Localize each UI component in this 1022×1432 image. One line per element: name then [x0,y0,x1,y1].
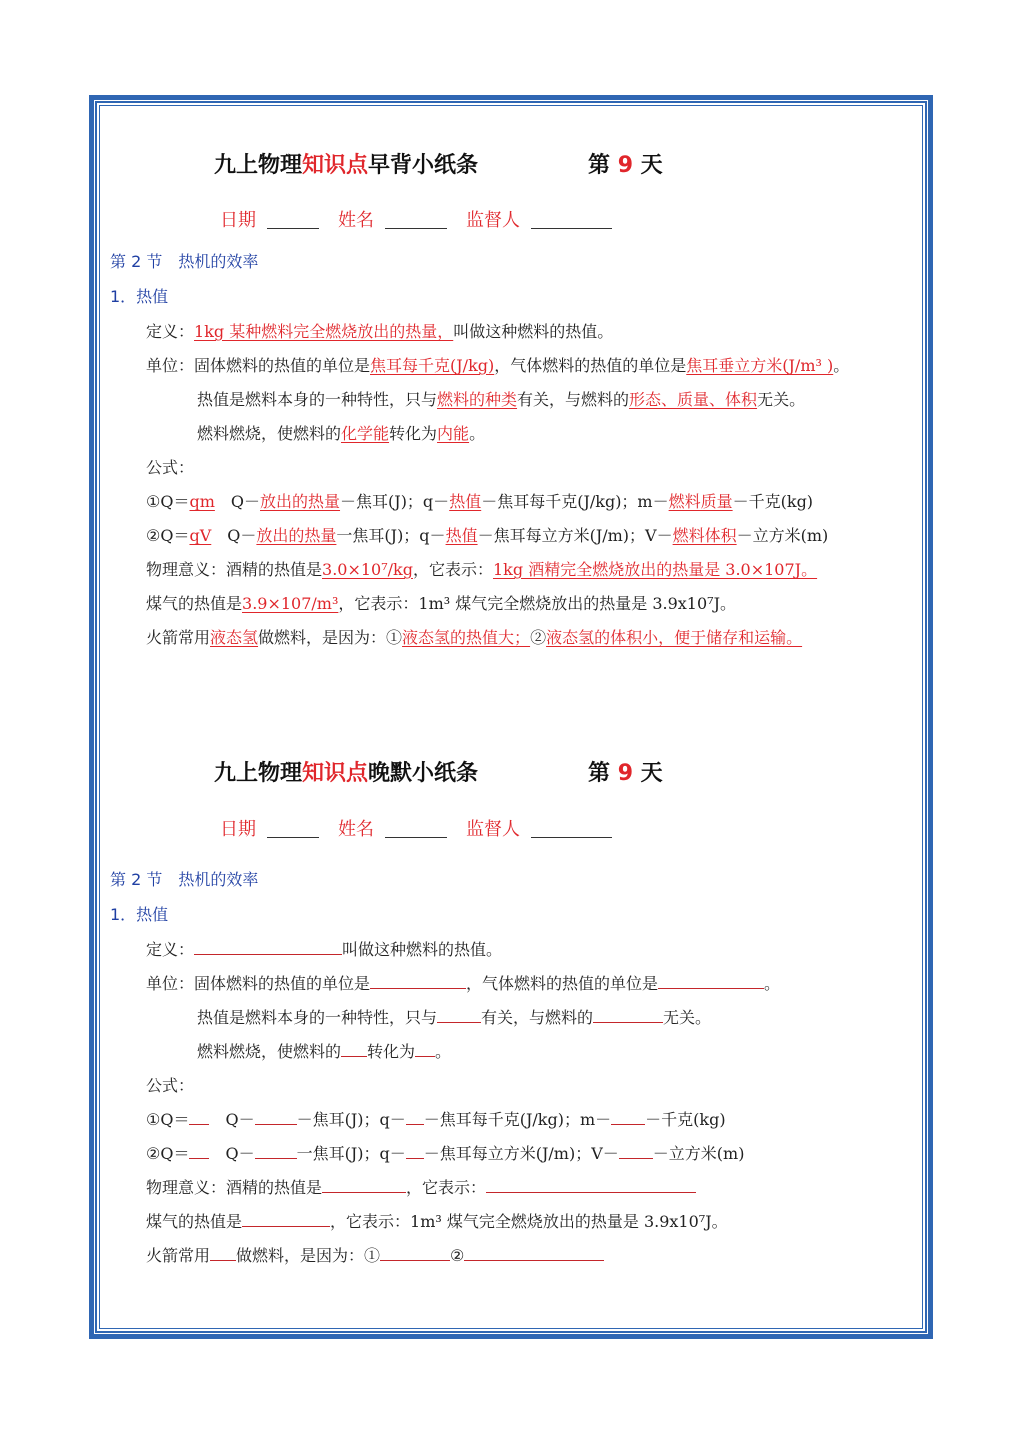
date-blank[interactable] [267,228,319,229]
fill-blank[interactable] [370,974,466,989]
subsection-heading: 1．热值 [110,287,169,306]
rocket-line: 火箭常用液态氢做燃料，是因为：①液态氢的热值大；②液态氢的体积小，便于储存和运输。 [146,628,803,647]
answer: 燃料质量 [668,492,733,511]
fill-blank[interactable] [406,1144,424,1159]
name-blank[interactable] [385,228,447,229]
section-heading: 第 2 节 热机的效率 [110,252,259,271]
burning-line: 燃料燃烧，使燃料的 转化为 。 [197,1042,452,1061]
answer: 液态氢的热值大； [402,628,531,647]
answer: 化学能 [341,424,390,443]
burning-line: 燃料燃烧，使燃料的化学能转化为内能。 [197,424,486,443]
answer: 燃料体积 [672,526,737,545]
fill-blank[interactable] [322,1178,406,1193]
meaning-line: 物理意义：酒精的热值是3.0×10⁷/kg，它表示：1kg 酒精完全燃烧放出的热量是 3.0×107J。 [146,560,818,579]
gas-line: 煤气的热值是 ，它表示：1m³ 煤气完全燃烧放出的热量是 3.9x10⁷J。 [146,1212,728,1231]
fill-blank[interactable] [415,1042,435,1057]
fill-blank[interactable] [194,940,342,955]
fill-blank[interactable] [406,1110,424,1125]
fill-blank[interactable] [255,1144,297,1159]
title-highlight: 知识点 [302,761,369,786]
answer: 液态氢的体积小，便于储存和运输。 [546,628,803,647]
date-blank[interactable] [267,837,319,838]
answer: 燃料的种类 [437,390,518,409]
date-label: 日期 [220,210,256,231]
subsection-heading: 1．热值 [110,905,169,924]
supervisor-blank[interactable] [531,228,612,229]
fill-blank[interactable] [255,1110,297,1125]
definition-line: 定义： 叫做这种燃料的热值。 [146,940,503,959]
rocket-line: 火箭常用 做燃料，是因为：① ② [146,1243,604,1266]
supervisor-label: 监督人 [466,819,520,840]
supervisor-label: 监督人 [466,210,520,231]
answer: 热值 [445,526,478,545]
title-suffix: 早背小纸条 [368,153,479,178]
title-highlight: 知识点 [302,153,369,178]
fill-blank[interactable] [341,1042,367,1057]
evening-title [0,756,1022,790]
section-heading: 第 2 节 热机的效率 [110,870,259,889]
name-label: 姓名 [338,210,374,231]
fill-blank[interactable] [619,1144,653,1159]
formula-label: 公式： [146,458,195,477]
fill-blank[interactable] [658,974,764,989]
answer: qm [189,492,215,511]
answer: 形态、质量、体积 [629,390,758,409]
unit-line: 单位：固体燃料的热值的单位是焦耳每千克(J/kg)，气体燃料的热值的单位是焦耳垂立方米(J/m³ )。 [146,356,850,375]
fill-blank[interactable] [210,1246,236,1261]
fill-blank[interactable] [189,1110,209,1125]
formula-2: ②Q＝ Q－ 一焦耳(J)；q－ －焦耳每立方米(J/m)；V－ －立方米(m) [146,1144,745,1163]
day-counter: 第 9 天 [588,153,663,178]
morning-title [0,148,1022,182]
morning-info-row [0,206,1022,236]
answer: 焦耳每千克(J/kg) [370,356,495,375]
fill-blank[interactable] [593,1008,663,1023]
answer: 1kg 某种燃料完全燃烧放出的热量， [194,322,454,341]
formula-label: 公式： [146,1076,195,1095]
title-suffix: 晚默小纸条 [368,761,479,786]
answer: 3.9×107/m³ [242,594,339,613]
answer: 热值 [449,492,482,511]
fill-blank[interactable] [611,1110,645,1125]
supervisor-blank[interactable] [531,837,612,838]
fill-blank[interactable] [242,1212,330,1227]
answer: 焦耳垂立方米(J/m³ ) [686,356,834,375]
day-number: 9 [617,153,633,178]
answer: 3.0×10⁷/kg [322,560,413,579]
answer: 放出的热量 [256,526,337,545]
answer: 1kg 酒精完全燃烧放出的热量是 3.0×107J。 [492,560,818,579]
gas-line: 煤气的热值是3.9×107/m³，它表示：1m³ 煤气完全燃烧放出的热量是 3.9x10⁷J。 [146,594,736,613]
fill-blank[interactable] [437,1008,481,1023]
title-prefix: 九上物理 [214,153,303,178]
property-line: 热值是燃料本身的一种特性，只与 有关，与燃料的 无关。 [197,1008,712,1027]
fill-blank[interactable] [464,1246,604,1261]
answer: qV [189,526,212,545]
formula-1: ①Q＝qm Q－放出的热量－焦耳(J)；q－热值－焦耳每千克(J/kg)；m－燃料质量－千克(kg) [146,492,814,511]
fill-blank[interactable] [380,1246,450,1261]
formula-1: ①Q＝ Q－ －焦耳(J)；q－ －焦耳每千克(J/kg)；m－ －千克(kg) [146,1110,726,1129]
name-blank[interactable] [385,837,447,838]
definition-line: 定义：1kg 某种燃料完全燃烧放出的热量，叫做这种燃料的热值。 [146,322,614,341]
name-label: 姓名 [338,819,374,840]
title-prefix: 九上物理 [214,761,303,786]
meaning-line: 物理意义：酒精的热值是 ，它表示： [146,1175,696,1198]
answer: 内能 [437,424,470,443]
answer: 放出的热量 [260,492,341,511]
fill-blank[interactable] [486,1178,696,1193]
unit-line: 单位：固体燃料的热值的单位是 ，气体燃料的热值的单位是 。 [146,974,781,993]
date-label: 日期 [220,819,256,840]
property-line: 热值是燃料本身的一种特性，只与燃料的种类有关，与燃料的形态、质量、体积无关。 [197,390,806,409]
evening-info-row [0,815,1022,845]
day-number: 9 [617,761,633,786]
fill-blank[interactable] [189,1144,209,1159]
formula-2: ②Q＝qV Q－放出的热量一焦耳(J)；q－热值－焦耳每立方米(J/m)；V－燃料体积－立方米(m) [146,526,829,545]
day-counter: 第 9 天 [588,761,663,786]
answer: 液态氢 [210,628,259,647]
